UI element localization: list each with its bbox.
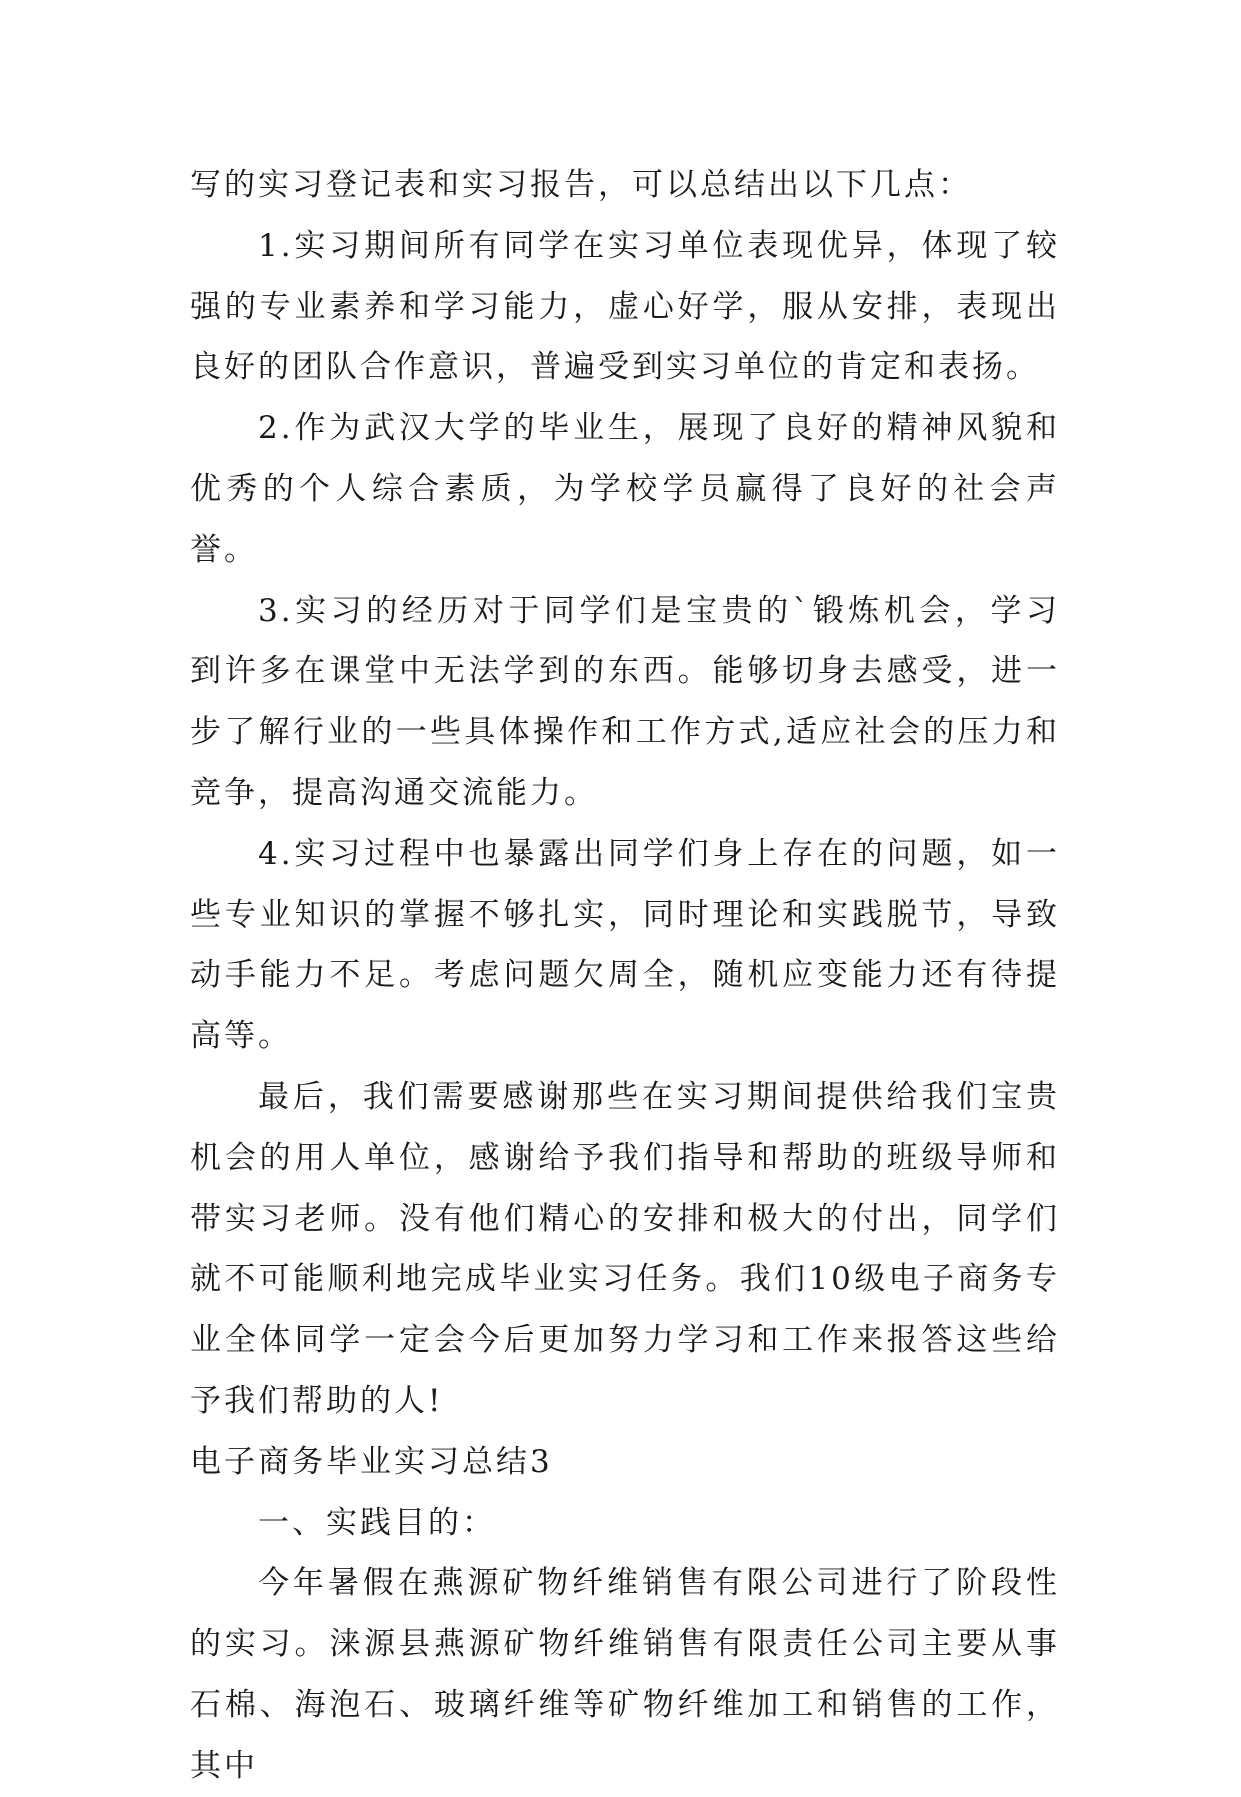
document-body <box>190 155 1060 1797</box>
paragraph-point-4: 4.实习过程中也暴露出同学们身上存在的问题，如一些专业知识的掌握不够扎实，同时理论和实践脱节，导致动手能力不足。考虑问题欠周全，随机应变能力还有待提高等。 <box>190 835 1060 1055</box>
paragraph-practice: 今年暑假在燕源矿物纤维销售有限公司进行了阶段性的实习。涞源县燕源矿物纤维销售有限责任公司主要从事石棉、海泡石、玻璃纤维等矿物纤维加工和销售的工作，其中 <box>190 1565 1060 1784</box>
section-heading: 电子商务毕业实习总结3 <box>190 1443 553 1480</box>
paragraph-point-1: 1.实习期间所有同学在实习单位表现优异，体现了较强的专业素养和学习能力，虚心好学，服从安排，表现出良好的团队合作意识，普遍受到实习单位的肯定和表扬。 <box>190 227 1060 386</box>
paragraph-point-2: 2.作为武汉大学的毕业生，展现了良好的精神风貌和优秀的个人综合素质，为学校学员赢得了良好的社会声誉。 <box>190 410 1060 568</box>
paragraph-point-3: 3.实习的经历对于同学们是宝贵的`锻炼机会，学习到许多在课堂中无法学到的东西。能够切身去感受，进一步了解行业的一些具体操作和工作方式,适应社会的压力和竞争，提高沟通交流能力。 <box>190 592 1060 811</box>
paragraph-closing: 最后，我们需要感谢那些在实习期间提供给我们宝贵机会的用人单位，感谢给予我们指导和帮助的班级导师和带实习老师。没有他们精心的安排和极大的付出，同学们就不可能顺利地完成毕业实习任务。我们10级电子商务专业全体同学一定会今后更加努力学习和工作来报答这些给予我们帮助的人! <box>190 1078 1060 1419</box>
subsection-heading: 一、实践目的： <box>258 1504 496 1541</box>
paragraph-intro: 写的实习登记表和实习报告，可以总结出以下几点： <box>190 167 972 203</box>
